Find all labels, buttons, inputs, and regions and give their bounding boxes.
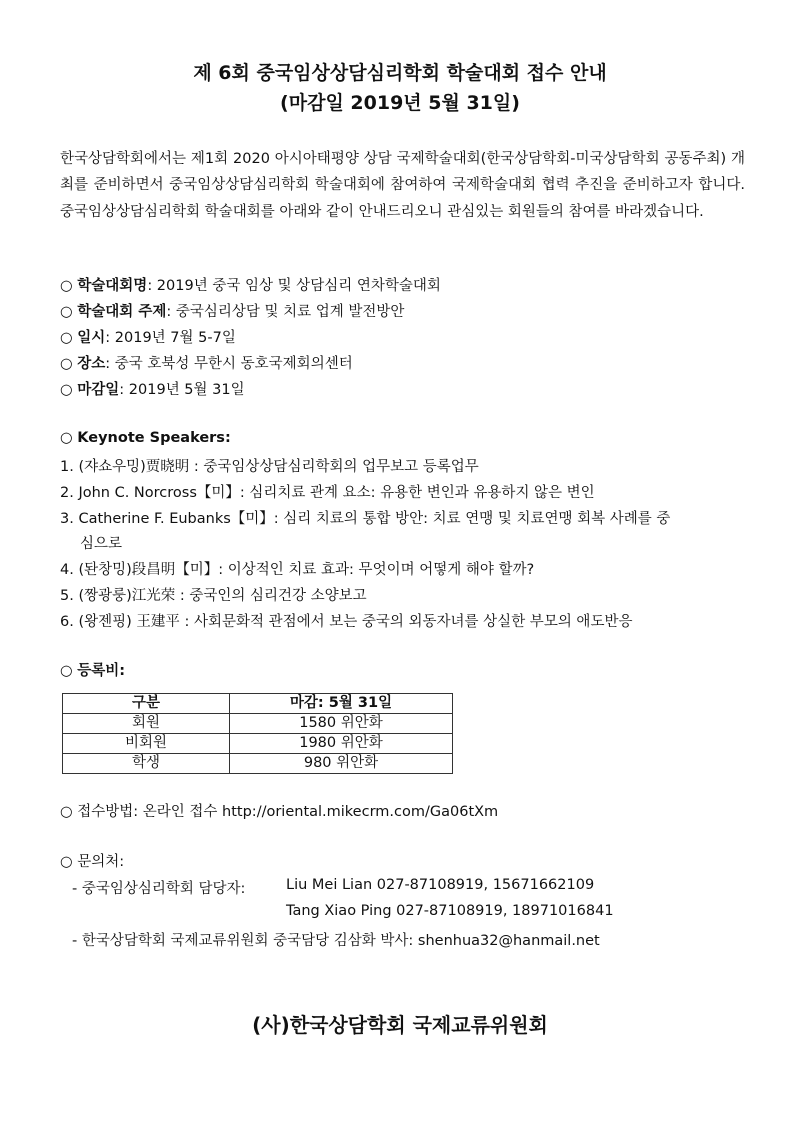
info-value: : 중국 호북성 무한시 동호국제회의센터	[105, 356, 353, 372]
info-value: : 2019년 5월 31일	[119, 382, 245, 398]
table-cell: 학생	[63, 754, 230, 774]
info-label: 학술대회명	[77, 278, 148, 294]
table-row	[63, 754, 453, 774]
footer-organization: (사)한국상담학회 국제교류위원회	[252, 1013, 548, 1037]
table-cell: 980 위안화	[230, 754, 453, 774]
contact-line: - 중국임상심리학회 담당자:	[72, 881, 246, 897]
bullet-icon: ○	[60, 356, 73, 372]
item-text: (짱광룽)江光荣 : 중국인의 심리건강 소양보고	[78, 588, 367, 604]
info-label: 마감일	[77, 382, 120, 398]
info-value: : 중국심리상담 및 치료 업계 발전방안	[166, 304, 405, 320]
keynote-heading-text: Keynote Speakers:	[77, 430, 231, 446]
item-text: (돤창밍)段昌明【미】: 이상적인 치료 효과: 무엇이며 어떻게 해야 할까?	[78, 562, 535, 579]
bullet-icon: ○	[60, 382, 73, 398]
item-number: 6.	[60, 613, 74, 630]
contact-heading-text: 문의처:	[77, 854, 125, 870]
item-text: Catherine F. Eubanks【미】: 심리 치료의 통합 방안: 치료 연맹 및 치료연맹 회복 사례를 중	[78, 510, 671, 527]
table-row	[63, 714, 453, 734]
table-header-row	[63, 694, 453, 714]
table-cell: 1580 위안화	[230, 714, 453, 734]
table-cell: 1980 위안화	[230, 734, 453, 754]
item-text: (쟈쇼우밍)贾晓明 : 중국임상상담심리학회의 업무보고 등록업무	[78, 459, 479, 475]
document-subtitle: (마감일 2019년 5월 31일)	[280, 92, 520, 114]
item-number: 2.	[60, 484, 74, 501]
keynote-item	[60, 584, 367, 605]
info-label: 학술대회 주제	[77, 304, 167, 320]
registration-method	[60, 800, 498, 821]
item-number: 3.	[60, 510, 74, 527]
info-item	[60, 326, 236, 347]
item-number: 5.	[60, 588, 74, 604]
info-item	[60, 352, 353, 373]
keynote-item-continuation: 심으로	[80, 536, 123, 553]
method-label: 접수방법: 온라인 접수	[77, 804, 218, 820]
contact-line: Tang Xiao Ping 027-87108919, 18971016841	[286, 903, 614, 919]
info-label: 일시	[77, 330, 106, 346]
bullet-icon: ○	[60, 278, 73, 294]
table-row	[63, 734, 453, 754]
contact-email-line: - 한국상담학회 국제교류위원회 중국담당 김삼화 박사: shenhua32@hanmail.net	[72, 933, 600, 949]
keynote-item	[60, 610, 632, 631]
info-item	[60, 378, 245, 399]
info-item	[60, 300, 404, 321]
item-number: 4.	[60, 562, 74, 579]
document-title: 제 6회 중국임상상담심리학회 학술대회 접수 안내	[193, 62, 607, 84]
column-header: 마감: 5월 31일	[230, 694, 453, 714]
registration-link[interactable]: http://oriental.mikecrm.com/Ga06tXm	[222, 804, 499, 820]
bullet-icon: ○	[60, 854, 73, 870]
column-header: 구분	[63, 694, 230, 714]
bullet-icon: ○	[60, 304, 73, 320]
fee-heading	[60, 659, 125, 680]
info-value: : 2019년 7월 5-7일	[105, 330, 236, 346]
keynote-item	[60, 455, 479, 476]
keynote-heading	[60, 430, 231, 446]
intro-paragraph: 한국상담학회에서는 제1회 2020 아시아태평양 상담 국제학술대회(한국상담학회-미국상담학회 공동주최) 개최를 준비하면서 중국임상상담심리학회 학술대회에 참여하여 국제학술대회 협력 추진을 준비하고자 합니다. 중국임상상담심리학회 학술대회를 아래와 같이 안내드리오니 관심있는 회원들의 참여를 바라겠습니다.	[60, 151, 745, 220]
fee-heading-text: 등록비:	[77, 663, 126, 679]
contact-line: Liu Mei Lian 027-87108919, 15671662109	[286, 877, 595, 893]
table-cell: 회원	[63, 714, 230, 734]
keynote-item	[60, 507, 670, 528]
fee-table	[62, 693, 453, 774]
bullet-icon: ○	[60, 430, 73, 446]
bullet-icon: ○	[60, 663, 73, 679]
item-text: (왕젠핑) 王建平 : 사회문화적 관점에서 보는 중국의 외동자녀를 상실한 부모의 애도반응	[78, 613, 633, 630]
info-value: : 2019년 중국 임상 및 상담심리 연차학술대회	[147, 278, 441, 294]
keynote-item	[60, 481, 595, 502]
item-number: 1.	[60, 459, 74, 475]
info-label: 장소	[77, 356, 106, 372]
bullet-icon: ○	[60, 804, 73, 820]
keynote-item	[60, 558, 534, 579]
bullet-icon: ○	[60, 330, 73, 346]
contact-heading	[60, 850, 124, 871]
table-cell: 비회원	[63, 734, 230, 754]
info-item	[60, 274, 441, 295]
item-text: John C. Norcross【미】: 심리치료 관계 요소: 유용한 변인과 유용하지 않은 변인	[78, 484, 595, 501]
